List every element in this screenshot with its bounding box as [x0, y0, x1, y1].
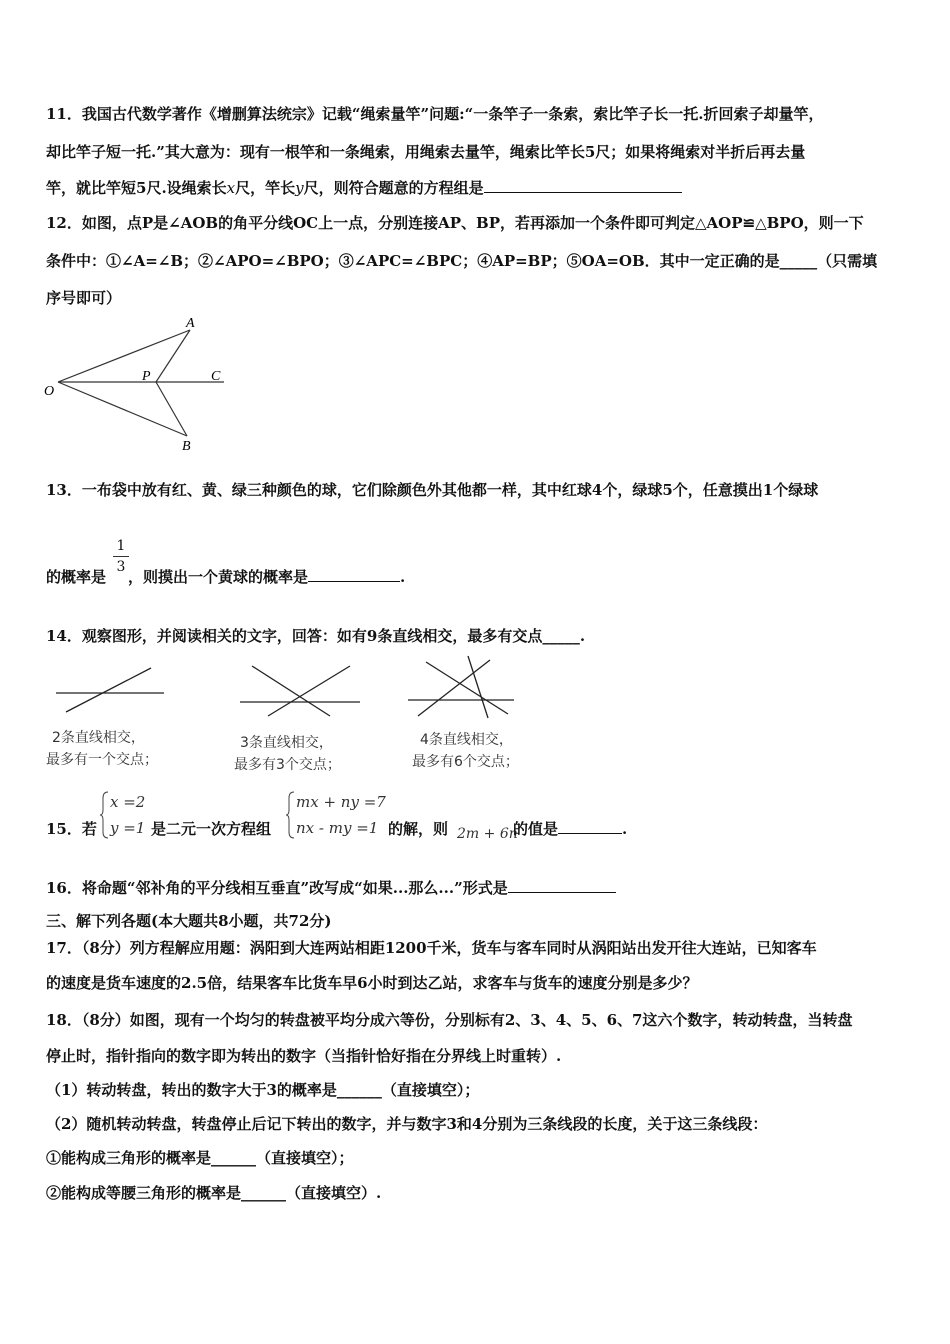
- var-x: x: [226, 179, 236, 197]
- three-lines-figure: [238, 662, 362, 720]
- sys2-line2: nx - my =1: [296, 819, 379, 837]
- answer-blank: [484, 178, 682, 193]
- q12-line1: 12．如图，点P是∠AOB的角平分线OC上一点，分别连接AP、BP，若再添加一个条件即可判定△AOP≌△BPO，则一下: [46, 214, 864, 232]
- q18-line2: 停止时，指针指向的数字即为转出的数字（当指针恰好指在分界线上时重转）.: [46, 1047, 562, 1065]
- q15-prefix: 15．若: [46, 820, 97, 838]
- caption-line: 最多有6个交点；: [412, 754, 519, 770]
- angle-bisector-figure: [44, 314, 226, 452]
- q11-line2: 却比竿子短一托.”其大意为：现有一根竿和一条绳索，用绳索去量竿，绳索比竿长5尺；如果将绳索对半折后再去量: [46, 143, 806, 161]
- label-C: C: [211, 369, 221, 384]
- q13-line2-a: 的概率是: [46, 568, 107, 586]
- fraction-numerator: 1: [116, 538, 126, 554]
- caption-line: 4条直线相交，: [420, 732, 513, 748]
- caption-line: 2条直线相交，: [52, 730, 145, 746]
- system1-brace: [100, 790, 110, 840]
- section-title: 三、解下列各题(本大题共8小题，共72分): [46, 912, 332, 930]
- system2-brace: [286, 790, 296, 840]
- q11-line3-a: 竿，就比竿短5尺.设绳索长: [46, 179, 227, 197]
- label-A: A: [186, 316, 195, 331]
- q16-line: [46, 877, 616, 898]
- caption-line: 最多有一个交点；: [46, 752, 158, 768]
- q15-after: 的解，则: [388, 820, 449, 838]
- q17-line1: 17．（8分）列方程解应用题：涡阳到大连两站相距1200千米，货车与客车同时从涡阳站出发开往大连站，已知客车: [46, 939, 817, 957]
- q12-line3: 序号即可）: [46, 289, 122, 307]
- q18-line3: （1）转动转盘，转出的数字大于3的概率是______（直接填空）；: [46, 1081, 480, 1099]
- sys2-line1: mx + ny =7: [296, 793, 386, 811]
- q18-line4: （2）随机转动转盘，转盘停止后记下转出的数字，并与数字3和4分别为三条线段的长度，关于这三条线段：: [46, 1115, 768, 1133]
- q13-line1: 13．一布袋中放有红、黄、绿三种颜色的球，它们除颜色外其他都一样，其中红球4个，绿球5个，任意摸出1个绿球: [46, 481, 819, 499]
- q11-line3-b: 尺，竿长: [235, 179, 296, 197]
- two-lines-figure: [52, 665, 168, 715]
- q14-line1: 14．观察图形，并阅读相关的文字，回答：如有9条直线相交，最多有交点_____.: [46, 627, 586, 645]
- q18-line1: 18．（8分）如图，现有一个均匀的转盘被平均分成六等份，分别标有2、3、4、5、6、7这六个数字，转动转盘，当转盘: [46, 1011, 853, 1029]
- four-lines-figure: [406, 654, 516, 720]
- caption-line: 3条直线相交，: [240, 735, 333, 751]
- q13-period: .: [400, 568, 406, 586]
- fraction-denominator: 3: [116, 559, 126, 575]
- sys1-line1: x =2: [110, 793, 146, 811]
- label-P: P: [142, 369, 151, 384]
- q15-suffix: [513, 818, 627, 839]
- q18-line5: ①能构成三角形的概率是______（直接填空）；: [46, 1149, 354, 1167]
- q13-line2: [46, 566, 405, 587]
- caption-2-lines: [46, 727, 158, 771]
- answer-blank: [558, 819, 622, 834]
- answer-blank: [308, 567, 400, 582]
- q11-line1: 11．我国古代数学著作《增删算法统宗》记载“绳索量竿”问题:“一条竿子一条索，索比竿子长一托.折回索子却量竿，: [46, 105, 824, 123]
- q13-line2-b: ，则摸出一个黄球的概率是: [128, 568, 309, 586]
- q15-expression: 2m + 6n: [457, 826, 518, 842]
- caption-line: 最多有3个交点；: [234, 757, 341, 773]
- caption-3-lines: [234, 732, 341, 776]
- q15-suffix-text: 的值是: [513, 820, 559, 838]
- var-y: y: [295, 179, 304, 197]
- q15-mid: 是二元一次方程组: [151, 820, 272, 838]
- q11-line3: [46, 177, 682, 198]
- label-B: B: [182, 439, 191, 452]
- q18-line6: ②能构成等腰三角形的概率是______（直接填空）.: [46, 1184, 382, 1202]
- q16-text: 16．将命题“邻补角的平分线相互垂直”改写成“如果...那么...”形式是: [46, 879, 508, 897]
- label-O: O: [44, 384, 55, 399]
- caption-4-lines: [412, 729, 519, 773]
- q15-period: .: [622, 820, 628, 838]
- sys1-line2: y =1: [110, 819, 146, 837]
- q11-line3-c: 尺，则符合题意的方程组是: [303, 179, 484, 197]
- answer-blank: [508, 878, 616, 893]
- q12-line2: 条件中：①∠A=∠B；②∠APO=∠BPO；③∠APC=∠BPC；④AP=BP；⑤OA=OB．其中一定正确的是_____（只需填: [46, 252, 878, 270]
- q17-line2: 的速度是货车速度的2.5倍，结果客车比货车早6小时到达乙站，求客车与货车的速度分别是多少？: [46, 974, 698, 992]
